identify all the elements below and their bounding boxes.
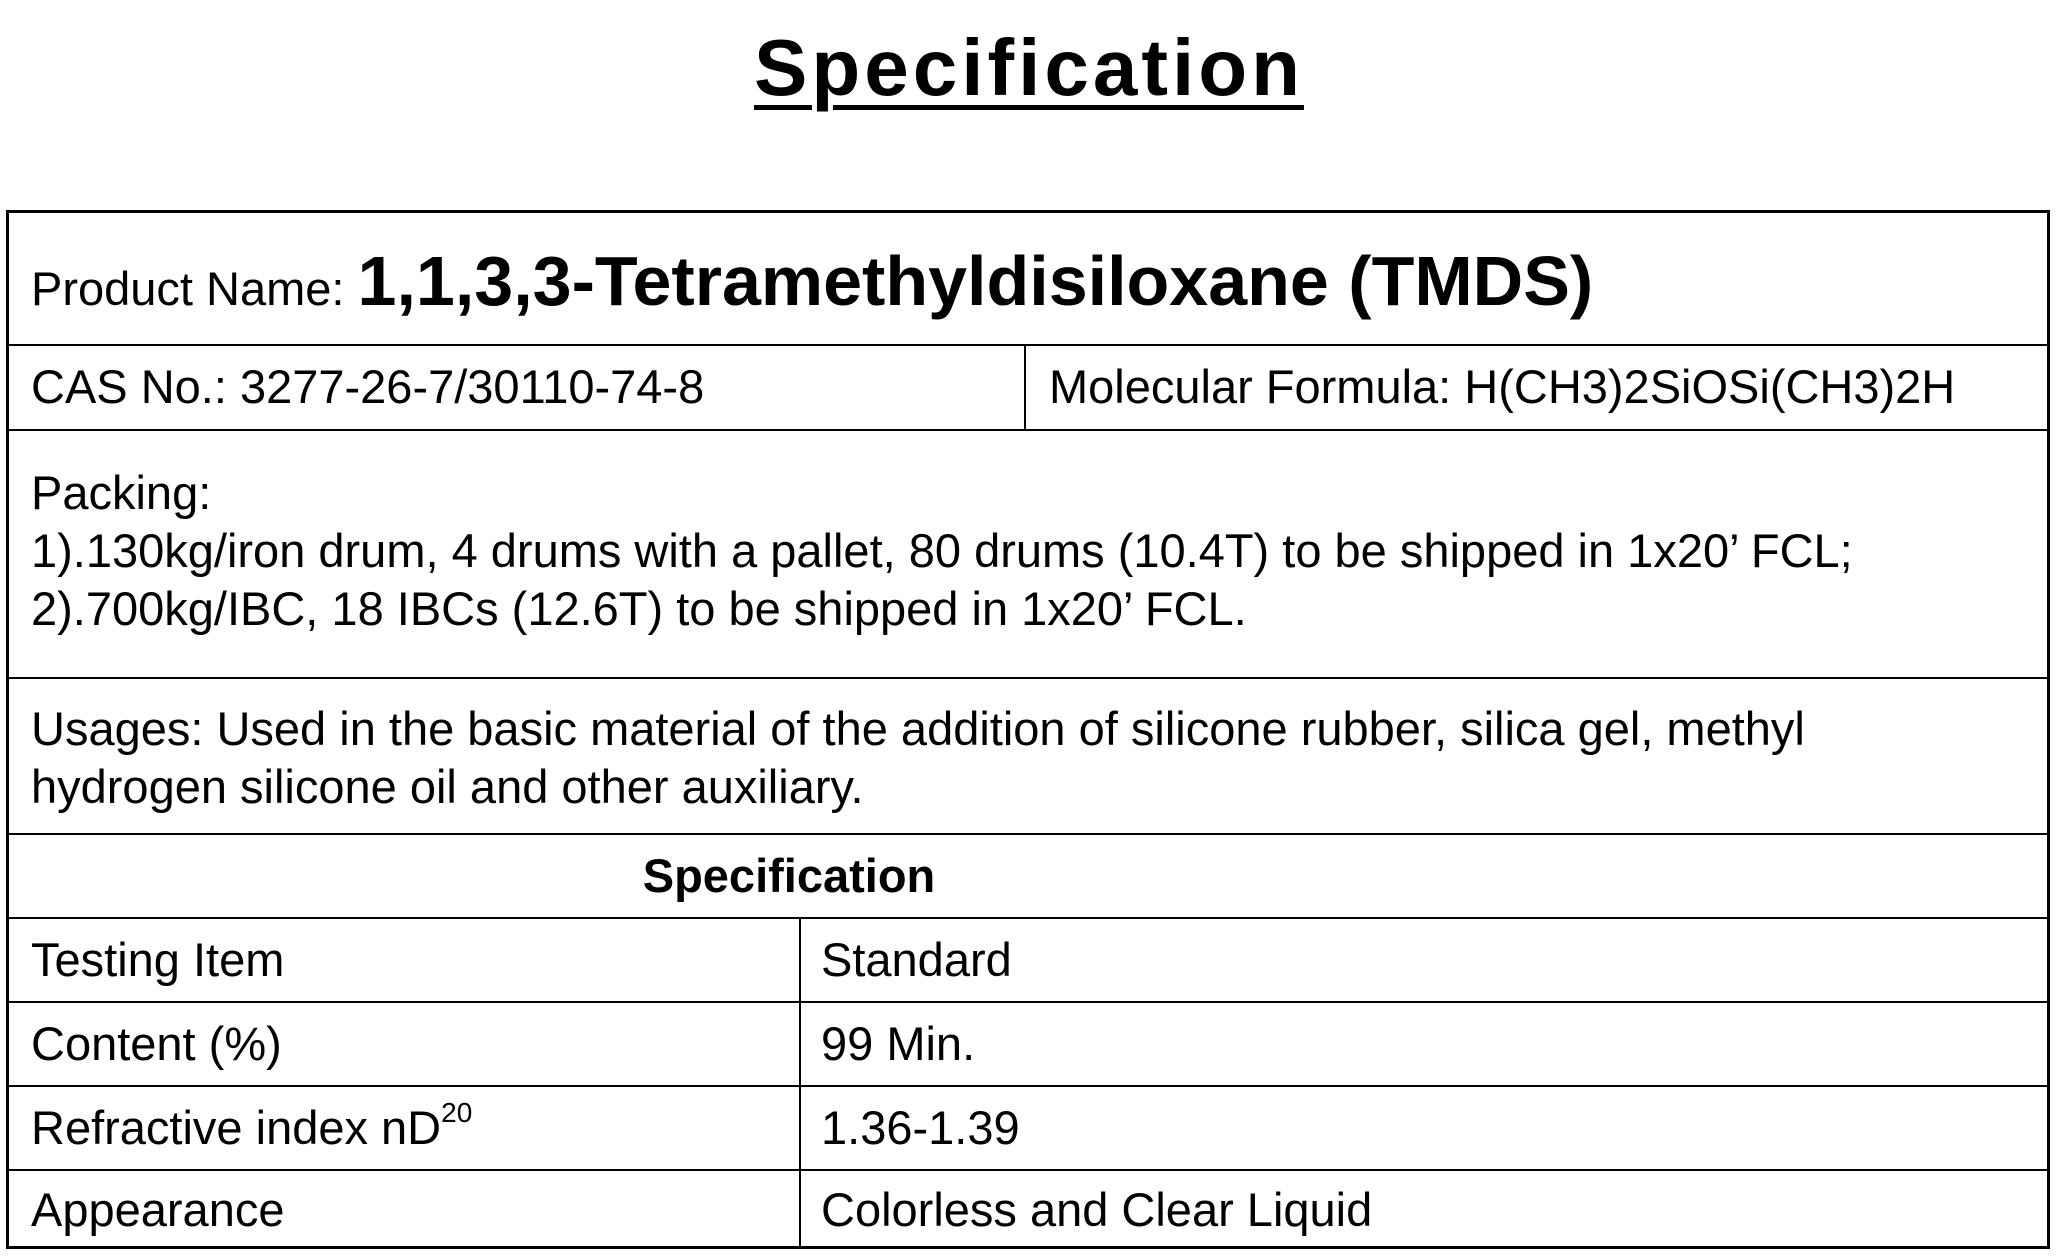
spec-table-header — [9, 919, 2047, 1003]
molecular-formula: Molecular Formula: H(CH3)2SiOSi(CH3)2H — [1049, 360, 1956, 413]
spec-table-heading: Specification — [642, 849, 936, 902]
cell-divider — [1024, 346, 1026, 429]
table-row — [9, 1171, 2047, 1246]
usages-row — [9, 679, 2047, 835]
packing-line-1: 1).130kg/iron drum, 4 drums with a pallet, 80 drums (10.4T) to be shipped in 1x20’ FCL; — [31, 524, 1853, 577]
standard-value: 99 Min. — [821, 1017, 976, 1070]
specification-sheet — [6, 210, 2050, 1249]
usages-line-2: hydrogen silicone oil and other auxiliary. — [31, 760, 864, 813]
testing-item-header: Testing Item — [31, 933, 285, 986]
column-divider — [799, 919, 801, 1001]
product-name-row — [9, 213, 2047, 346]
testing-item: Refractive index $nD^{20}$ — [31, 1097, 473, 1154]
table-row — [9, 1003, 2047, 1087]
usages-line-1: Usages: Used in the basic material of the addition of silicone rubber, silica gel, methyl — [31, 702, 1805, 755]
packing-label: Packing: — [31, 466, 212, 519]
packing-line-2: 2).700kg/IBC, 18 IBCs (12.6T) to be shipped in 1x20’ FCL. — [31, 582, 1247, 635]
table-row — [9, 1087, 2047, 1171]
testing-item: Content (%) — [31, 1017, 282, 1070]
column-divider — [799, 1171, 801, 1246]
testing-item: Appearance — [31, 1183, 285, 1236]
product-name-value: 1,1,3,3-Tetramethyldisiloxane (TMDS) — [357, 242, 1594, 320]
spec-heading-row — [9, 835, 2047, 919]
page-title: Specification — [754, 23, 1304, 112]
cas-number: CAS No.: 3277-26-7/30110-74-8 — [31, 360, 705, 413]
standard-value: 1.36-1.39 — [821, 1101, 1020, 1154]
packing-row — [9, 431, 2047, 679]
column-divider — [799, 1003, 801, 1085]
standard-header: Standard — [821, 933, 1012, 986]
standard-value: Colorless and Clear Liquid — [821, 1183, 1373, 1236]
product-name-label: Product Name: — [31, 262, 345, 315]
column-divider — [799, 1087, 801, 1169]
superscript: 20 — [441, 1097, 473, 1128]
cas-formula-row — [9, 346, 2047, 431]
